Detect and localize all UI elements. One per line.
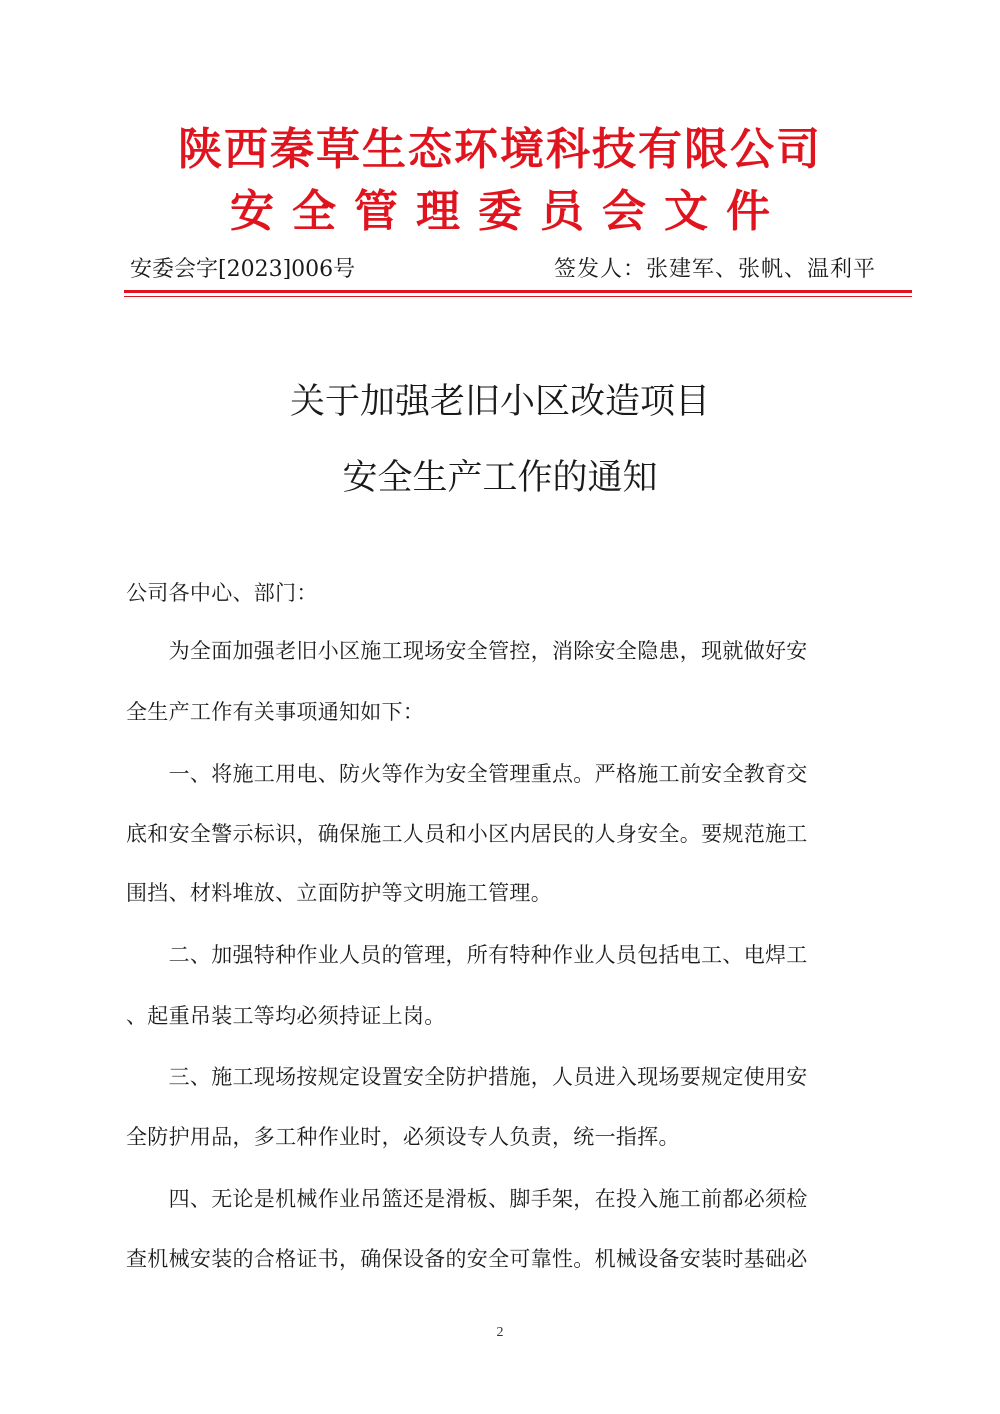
body-line: 公司各中心、部门：	[126, 581, 318, 605]
body-line: 查机械安装的合格证书，确保设备的安全可靠性。机械设备安装时基础必	[126, 1247, 808, 1271]
title-line1: 关于加强老旧小区改造项目	[289, 382, 710, 422]
body-line: 全生产工作有关事项通知如下：	[126, 700, 425, 724]
body-line: 四、无论是机械作业吊篮还是滑板、脚手架，在投入施工前都必须检	[126, 1187, 808, 1211]
body-line: 为全面加强老旧小区施工现场安全管控，消除安全隐患，现就做好安	[126, 639, 808, 663]
org-name-line1: 陕西秦草生态环境科技有限公司	[178, 124, 822, 175]
body-line: 三、施工现场按规定设置安全防护措施，人员进入现场要规定使用安	[126, 1065, 808, 1089]
body-line: 二、加强特种作业人员的管理，所有特种作业人员包括电工、电焊工	[126, 943, 808, 967]
body-line: 全防护用品，多工种作业时，必须设专人负责，统一指挥。	[126, 1125, 680, 1149]
document-number: 安委会字[2023]006号	[130, 257, 356, 282]
header-divider-thick	[124, 290, 912, 293]
body-line: 底和安全警示标识，确保施工人员和小区内居民的人身安全。要规范施工	[126, 822, 808, 846]
body-line: 一、将施工用电、防火等作为安全管理重点。严格施工前安全教育交	[126, 762, 808, 786]
body-line: 、起重吊装工等均必须持证上岗。	[126, 1004, 446, 1028]
header-divider-thin	[124, 296, 912, 297]
body-line: 围挡、材料堆放、立面防护等文明施工管理。	[126, 881, 552, 905]
signer: 签发人：张建军、张帆、温利平	[553, 257, 876, 282]
org-name-line2: 安全管理委员会文件	[230, 186, 788, 237]
page-number: 2	[496, 1325, 504, 1340]
title-line2: 安全生产工作的通知	[342, 458, 658, 498]
